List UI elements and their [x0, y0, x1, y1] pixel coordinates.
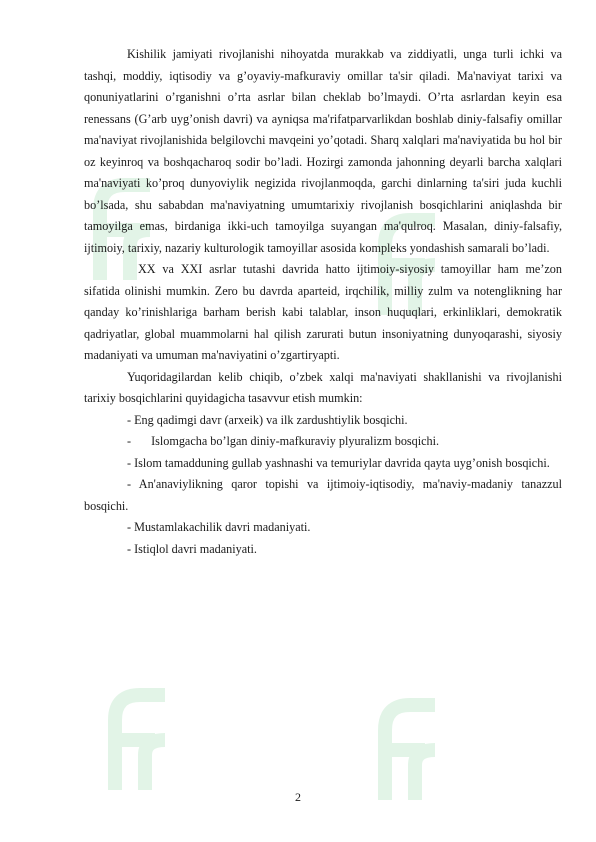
stage-item-2 [84, 431, 562, 453]
page-number: 2 [295, 790, 301, 804]
stage-item-4: - An'anaviylikning qaror topishi va ijtimoiy-iqtisodiy, ma'naviy-madaniy tanazzul bosqichi. [84, 477, 562, 513]
stage-item-3: - Islom tamadduning gullab yashnashi va temuriylar davrida qayta uyg’onish bosqichi. [127, 455, 550, 470]
body-text [84, 44, 562, 560]
paragraph-1: Kishilik jamiyati rivojlanishi nihoyatda murakkab va ziddiyatli, unga turli ichki va tashqi, moddiy, iqtisodiy va g’oyaviy-mafkuraviy omillar ta'sir qiladi. Ma'naviyat tarixi va qonuniyatlarini o’rganishni o’rta asrlar bilan cheklab bo’lmaydi. O’rta asrlardan keyin esa renessans (G’arb uyg’onish davri) va ayniqsa ma'rifatparvarlikdan boshlab diniy-falsafiy omillar ma'naviyat rivojlanishida belgilovchi mavqeini yo’qotadi. Sharq xalqlari ma'naviyatida bu hol bir oz keyinroq va boshqacharoq sodir bo’ladi. Hozirgi zamonda jahonning deyarli barcha xalqlari ma'naviyati ko’proq dunyoviylik negizida rivojlanmoqda, garchi dinlarning ta'siri juda kuchli bo’lsada, shu sababdan ma'naviyatning umumtarixiy rivojlanish bosqichlarini aniqlashda bir tamoyilga emas, birdaniga ikki-uch tamoyilga suyangan ma'qulroq. Masalan, diniy-falsafiy, ijtimoiy, tarixiy, nazariy kulturologik tamoyillar asosida kompleks yondashish samarali bo’ladi. [84, 47, 562, 255]
paragraph-3: Yuqoridagilardan kelib chiqib, o’zbek xalqi ma'naviyati shakllanishi va rivojlanishi tarixiy bosqichlarini quyidagicha tasavvur etish mumkin: [84, 369, 562, 405]
stage-item-5: - Mustamlakachilik davri madaniyati. [127, 520, 311, 534]
paragraph-2: XX va XXI asrlar tutashi davrida hatto ijtimoiy-siyosiy tamoyillar ham me’zon sifatida olinishi mumkin. Zero bu davrda aparteid, irqchilik, milliy zulm va notenglikning har qanday ko’rinishlariga barham berish kabi talablar, inson huquqlari, erkinliklari, demokratik qadriyatlar, global muammolarni hal qilish zarurati butun insoniyatning dunyoqarashi, siyosiy madaniyati va umuman ma'naviyatini o’zgartiryapti. [84, 262, 562, 362]
watermark-logo-icon [95, 680, 185, 800]
stage-item-2-text: Islomgacha bo’lgan diniy-mafkuraviy plyuralizm bosqichi. [151, 434, 440, 448]
stage-item-6: - Istiqlol davri madaniyati. [127, 541, 257, 556]
stage-item-1: - Eng qadimgi davr (arxeik) va ilk zardushtiylik bosqichi. [127, 412, 408, 427]
stage-dash: - [127, 434, 132, 448]
